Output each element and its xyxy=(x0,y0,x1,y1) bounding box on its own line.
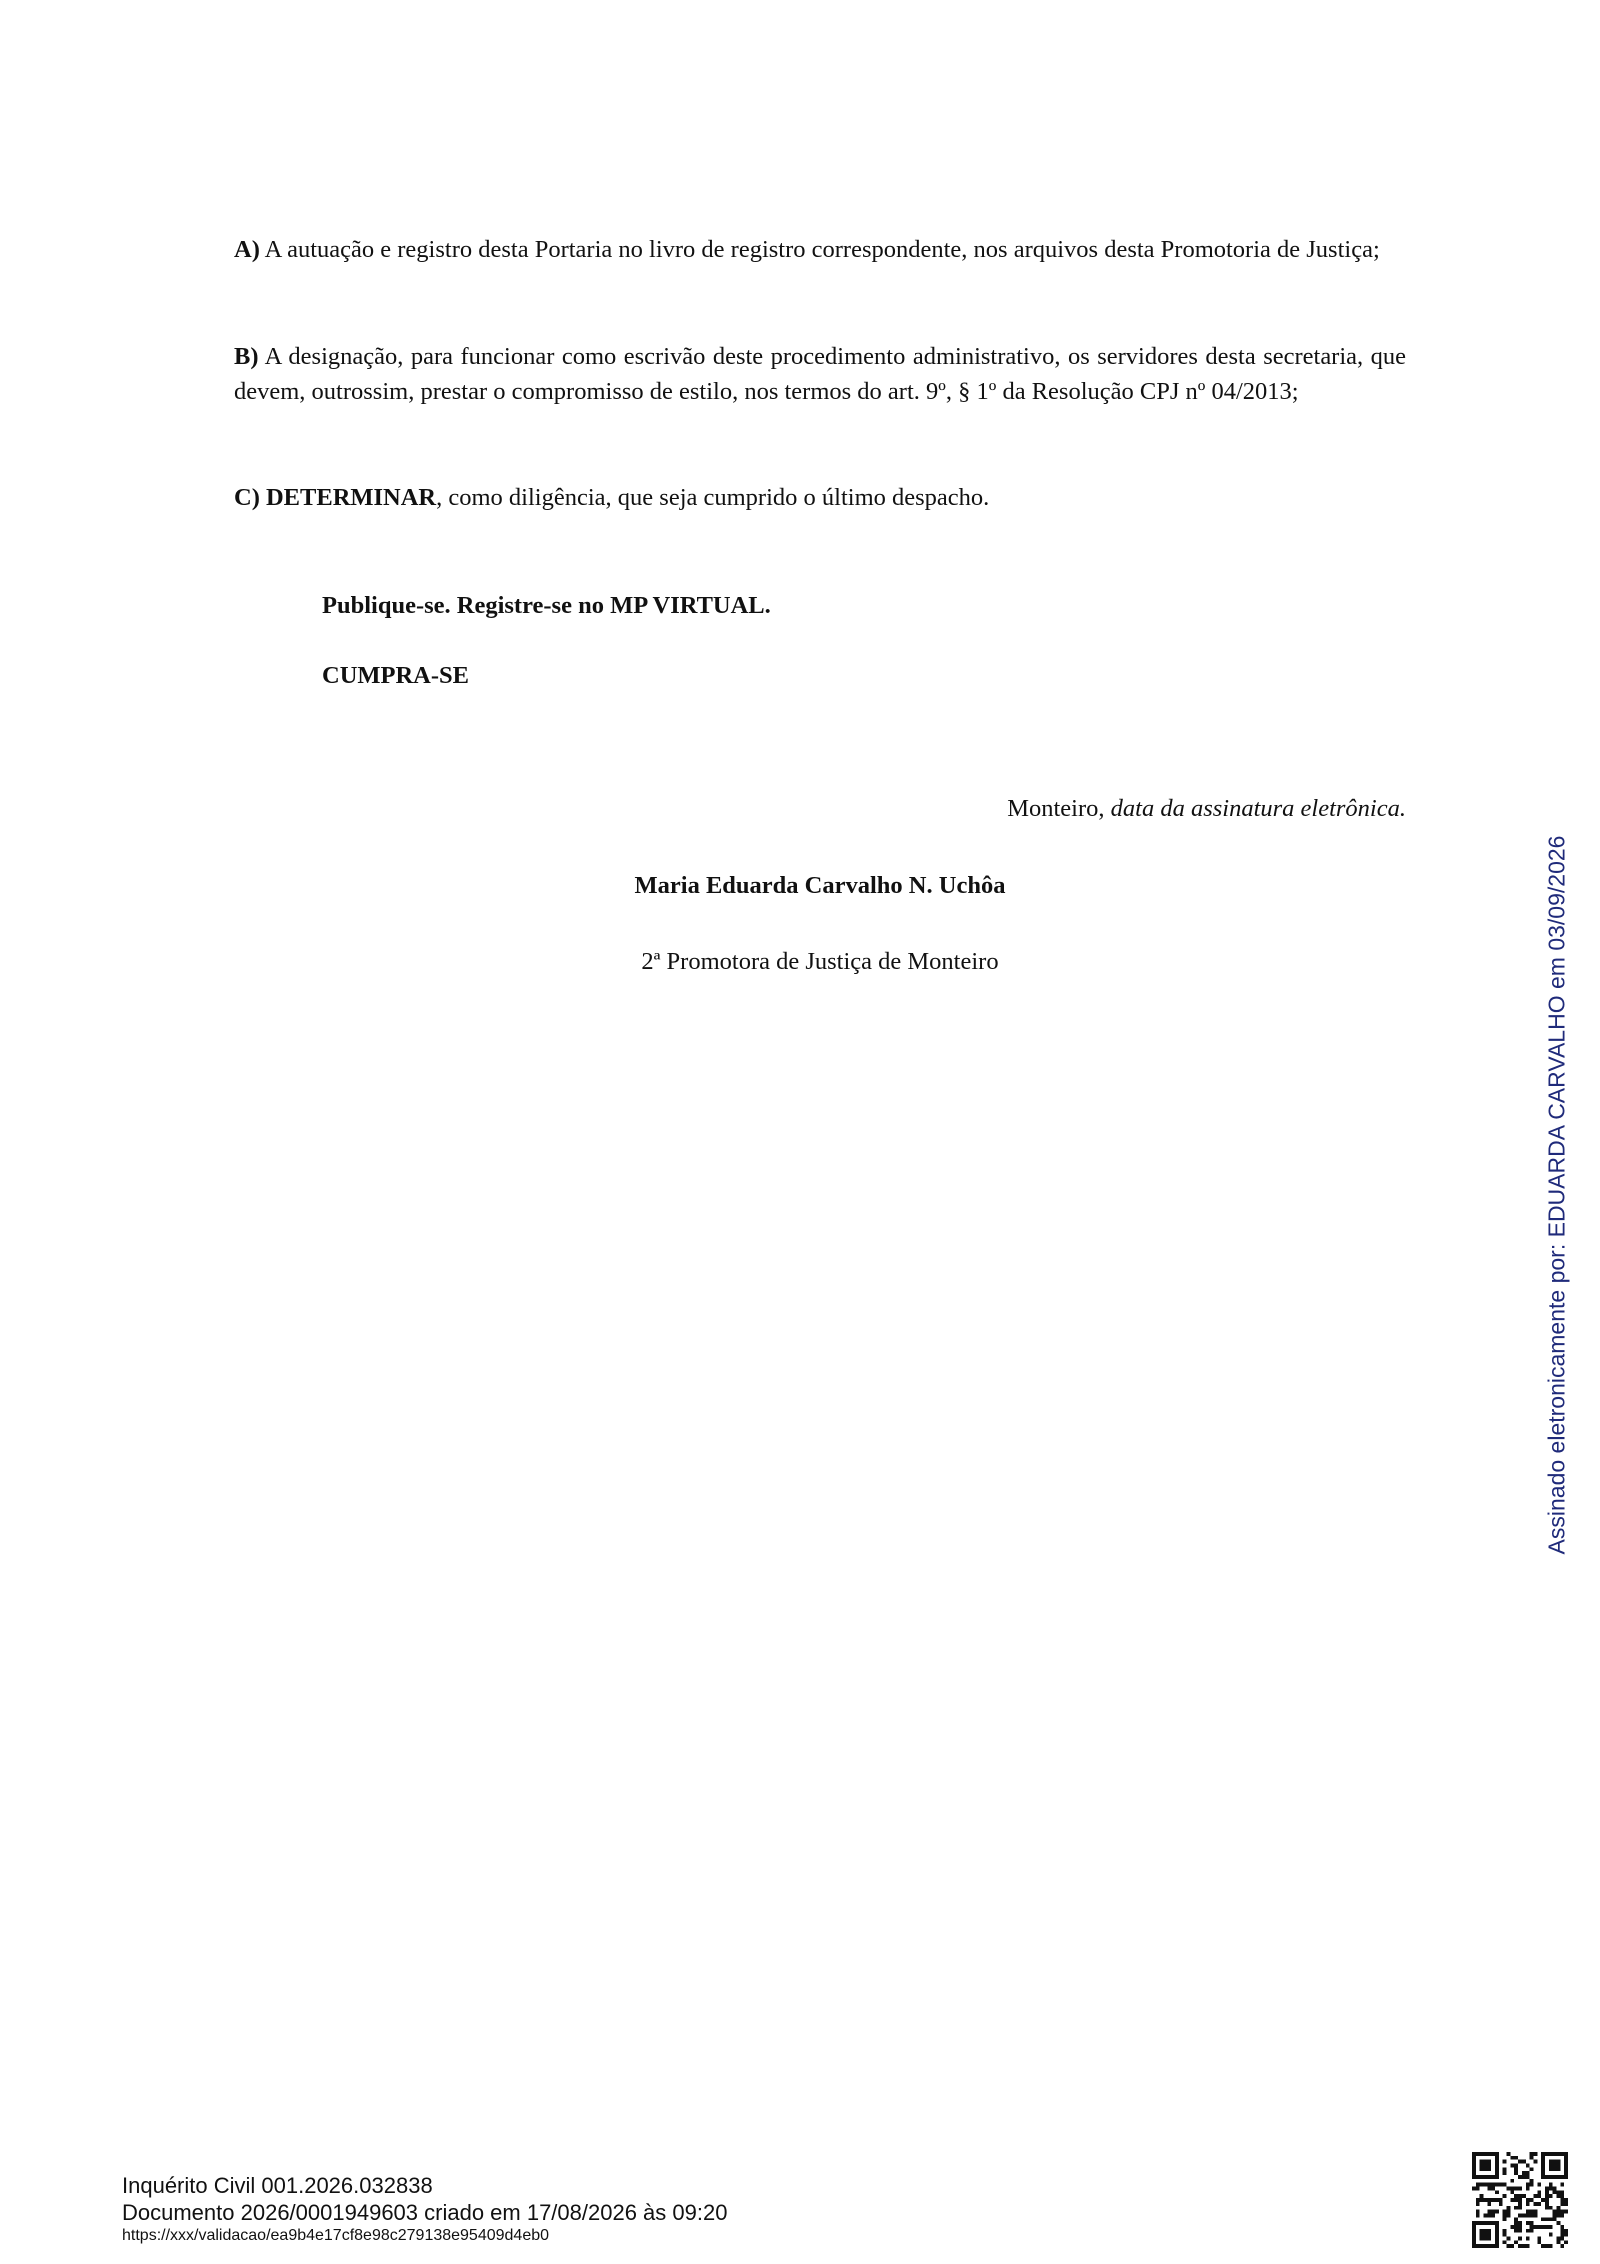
paragraph-c-text: , como diligência, que seja cumprido o último despacho. xyxy=(436,484,990,511)
publish-statement: Publique-se. Registre-se no MP VIRTUAL. xyxy=(322,592,771,619)
paragraph-a-label: A) xyxy=(234,236,260,263)
footer-inquerito: Inquérito Civil 001.2026.032838 xyxy=(122,2173,433,2198)
paragraph-b-text: A designação, para funcionar como escrivão deste procedimento administrativo, os servidores desta secretaria, que devem, outrossim, prestar o compromisso de estilo, nos termos do art. 9º, § 1º da Resolução CPJ nº 04/2013; xyxy=(234,343,1406,405)
electronic-signature-stamp: Assinado eletronicamente por: EDUARDA CARVALHO em 03/09/2026 xyxy=(1543,835,1570,1555)
place-name: Monteiro, xyxy=(1007,795,1111,822)
date-text: data da assinatura eletrônica. xyxy=(1110,795,1406,822)
cumpra-statement: CUMPRA-SE xyxy=(322,662,469,689)
paragraph-a-text: A autuação e registro desta Portaria no livro de registro correspondente, nos arquivos desta Promotoria de Justiça; xyxy=(259,236,1380,263)
footer-validation-url: https://xxx/validacao/ea9b4e17cf8e98c279138e95409d4eb0 xyxy=(122,2227,550,2244)
document-footer xyxy=(122,2172,727,2246)
signer-name: Maria Eduarda Carvalho N. Uchôa xyxy=(634,872,1006,899)
paragraph-b xyxy=(234,339,1406,409)
qr-code-icon xyxy=(1472,2152,1568,2248)
paragraph-b-label: B) xyxy=(234,343,259,370)
paragraph-c xyxy=(234,480,1406,515)
paragraph-a xyxy=(234,232,1406,267)
paragraph-c-label: C) DETERMINAR xyxy=(234,484,437,511)
footer-documento: Documento 2026/0001949603 criado em 17/08/2026 às 09:20 xyxy=(122,2200,728,2225)
place-date xyxy=(1007,791,1406,826)
signer-role: 2ª Promotora de Justiça de Monteiro xyxy=(641,948,999,975)
